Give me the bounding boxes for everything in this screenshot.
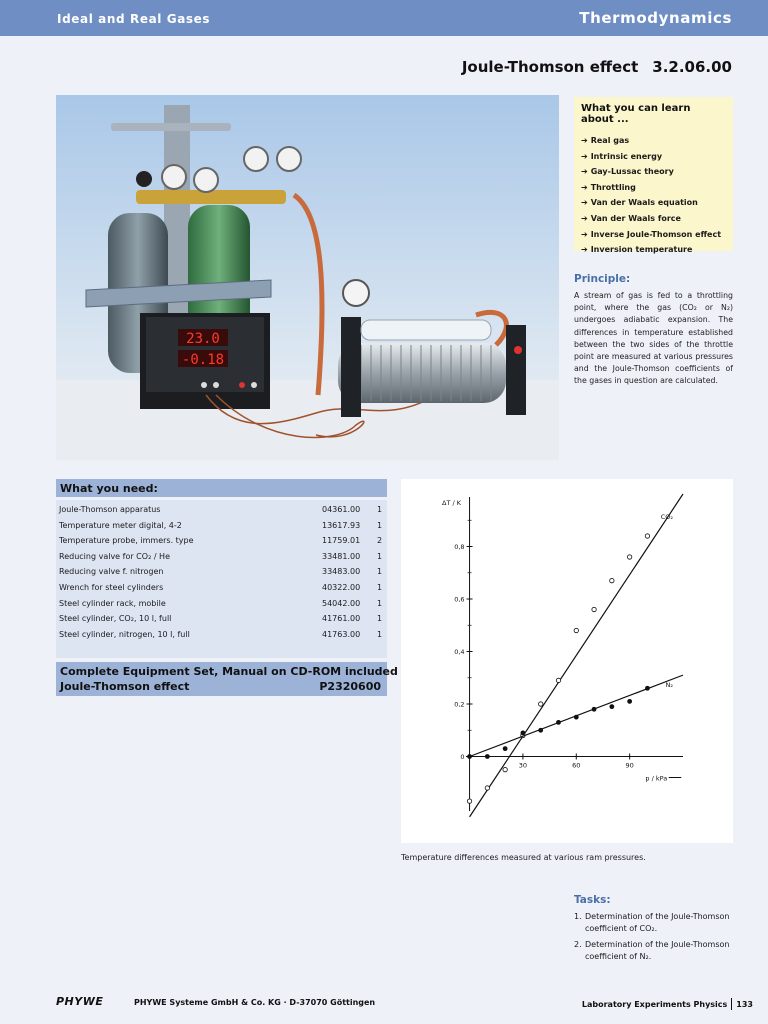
learn-item: ➔ Inversion temperature xyxy=(581,245,693,255)
tasks-list xyxy=(574,911,744,967)
meter-display-2: -0.18 xyxy=(181,352,225,368)
chart-caption: Temperature differences measured at various ram pressures. xyxy=(401,853,646,862)
data-point xyxy=(592,607,596,611)
page-title xyxy=(462,58,732,76)
x-axis-label: p / kPa xyxy=(645,774,668,783)
learn-item: ➔ Throttling xyxy=(581,182,636,192)
x-tick-label: 90 xyxy=(625,761,634,770)
principle-text: A stream of gas is fed to a throttling point, where the gas (CO₂ or N₂) undergoes adiabatic expansion. The differences in temperature established between the two sides of the throttle point are measured at various pressures and the Joule-Thomson coefficients of the gases in question are calculated. xyxy=(574,291,733,386)
x-tick-label: 60 xyxy=(572,761,581,770)
set-description: Complete Equipment Set, Manual on CD-ROM included xyxy=(60,665,398,678)
series-label: N₂ xyxy=(665,681,673,690)
page-number: 133 xyxy=(736,1000,753,1009)
equipment-row: Steel cylinder, CO₂, 10 l, full 41761.00 1 xyxy=(59,614,383,624)
meter-display-1: 23.0 xyxy=(186,331,220,347)
equipment-row: Reducing valve for CO₂ / He 33481.00 1 xyxy=(59,551,383,561)
y-tick-label: 0 xyxy=(460,753,465,761)
data-point xyxy=(539,702,543,706)
arrow-right-icon: ➔ xyxy=(581,245,588,255)
data-point xyxy=(627,555,631,559)
learn-item: ➔ Gay-Lussac theory xyxy=(581,167,674,177)
y-axis-label: ΔT / K xyxy=(442,499,462,507)
equipment-row: Temperature probe, immers. type 11759.01 2 xyxy=(59,536,383,546)
equipment-row: Temperature meter digital, 4-2 13617.93 1 xyxy=(59,520,383,530)
company-info: PHYWE Systeme GmbH & Co. KG · D-37070 Göttingen xyxy=(134,998,376,1007)
data-point xyxy=(503,747,507,751)
y-tick-label: 0,6 xyxy=(454,595,465,604)
data-point xyxy=(485,786,489,790)
learn-item: ➔ Van der Waals force xyxy=(581,213,681,223)
learn-box xyxy=(574,97,733,255)
arrow-right-icon: ➔ xyxy=(581,136,588,145)
equipment-set-box xyxy=(56,662,398,696)
need-heading: What you need: xyxy=(56,479,387,497)
learn-heading: What you can learn about ... xyxy=(581,103,691,125)
learn-item: ➔ Intrinsic energy xyxy=(581,151,663,161)
equipment-row: Steel cylinder, nitrogen, 10 l, full 41763.00 1 xyxy=(59,629,383,639)
x-tick-label: 30 xyxy=(518,761,528,770)
header-bar xyxy=(0,0,768,36)
experiment-name: Joule-Thomson effect xyxy=(461,58,639,76)
order-number: P2320600 xyxy=(319,680,381,693)
set-name: Joule-Thomson effect xyxy=(60,680,190,693)
footer-right xyxy=(582,998,753,1010)
arrow-right-icon: ➔ xyxy=(581,198,588,208)
equipment-list xyxy=(56,500,387,658)
data-point xyxy=(574,628,578,632)
set-name-row xyxy=(60,679,383,694)
y-tick-label: 0,2 xyxy=(454,700,465,709)
learn-item: ➔ Inverse Joule-Thomson effect xyxy=(581,229,722,239)
phywe-logo: PHYWE xyxy=(56,995,104,1008)
series-label: CO₂ xyxy=(660,513,673,521)
equipment-row: Joule-Thomson apparatus 04361.00 1 xyxy=(59,505,383,514)
data-point xyxy=(645,686,649,690)
data-point xyxy=(539,728,543,732)
data-point xyxy=(556,678,560,682)
data-point xyxy=(574,715,578,719)
learn-item: ➔ Van der Waals equation xyxy=(581,198,698,208)
task-item: 2. Determination of the Joule-Thomson coefficient of N₂. xyxy=(574,940,730,961)
data-point xyxy=(468,755,472,759)
data-point xyxy=(485,755,489,759)
chart-svg xyxy=(401,479,733,843)
tasks-heading: Tasks: xyxy=(574,894,611,906)
y-tick-label: 0,8 xyxy=(454,543,465,551)
data-point xyxy=(610,705,614,709)
data-point xyxy=(556,720,560,724)
arrow-right-icon: ➔ xyxy=(581,167,588,177)
principle-heading: Principle: xyxy=(574,273,631,285)
footer-divider xyxy=(731,998,732,1010)
series-title: Laboratory Experiments Physics xyxy=(581,1000,728,1009)
data-point xyxy=(503,767,507,771)
arrow-right-icon: ➔ xyxy=(581,151,588,161)
section-title: Ideal and Real Gases xyxy=(57,12,211,26)
experiment-number: 3.2.06.00 xyxy=(652,58,732,76)
data-point xyxy=(467,799,471,803)
chart xyxy=(401,479,733,843)
data-point xyxy=(592,707,596,711)
equipment-row: Steel cylinder rack, mobile 54042.00 1 xyxy=(59,598,383,608)
equipment-row: Reducing valve f. nitrogen 33483.00 1 xyxy=(59,567,383,577)
learn-list xyxy=(581,133,726,258)
arrow-right-icon: ➔ xyxy=(581,213,588,223)
y-tick-label: 0,4 xyxy=(454,648,465,656)
data-point xyxy=(645,534,649,538)
arrow-right-icon: ➔ xyxy=(581,229,588,239)
equipment-row: Wrench for steel cylinders 40322.00 1 xyxy=(59,582,383,592)
data-point xyxy=(521,731,525,735)
data-point xyxy=(610,578,614,582)
apparatus-photo xyxy=(56,95,559,460)
arrow-right-icon: ➔ xyxy=(581,182,588,192)
category-title: Thermodynamics xyxy=(579,9,732,27)
task-item: 1. Determination of the Joule-Thomson coefficient of CO₂. xyxy=(574,912,730,933)
learn-item: ➔ Real gas xyxy=(581,136,630,145)
data-point xyxy=(628,699,632,703)
